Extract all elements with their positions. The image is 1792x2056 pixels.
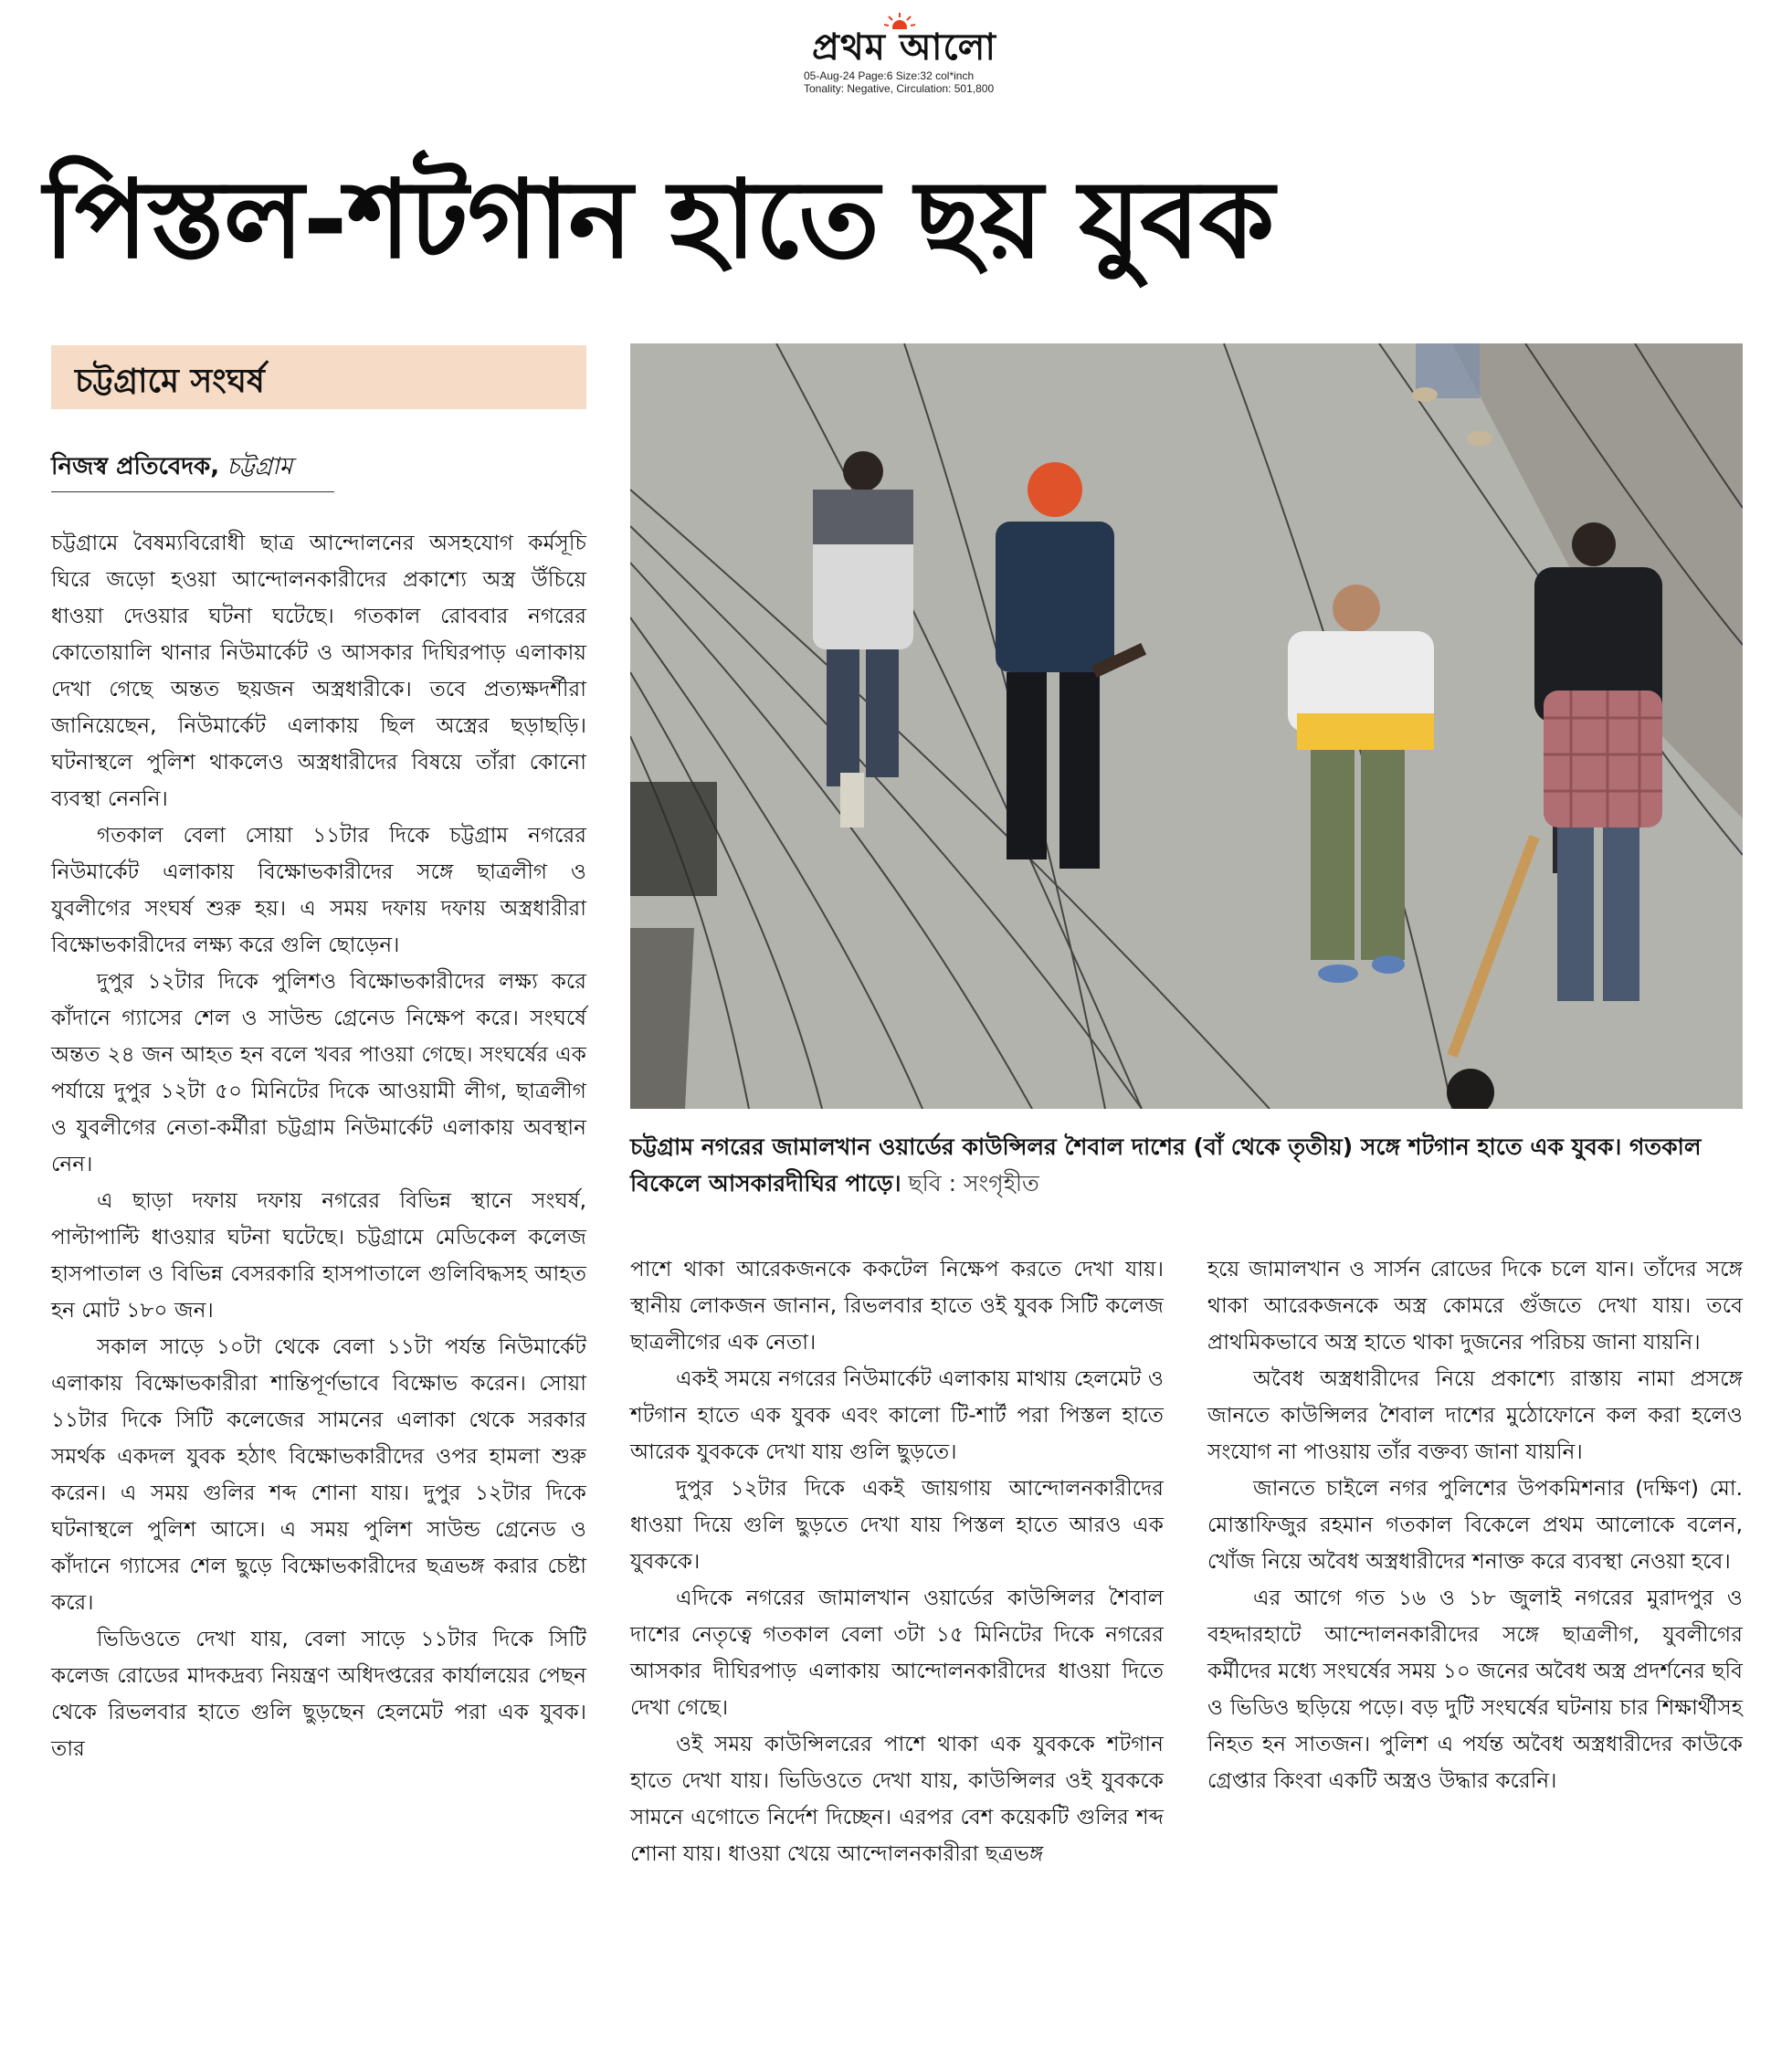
paragraph: এ ছাড়া দফায় দফায় নগরের বিভিন্ন স্থানে সংঘর্ষ, পাল্টাপাল্টি ধাওয়ার ঘটনা ঘটেছে। চট্টগ্রামে মেডিকেল কলেজ হাসপাতাল ও বিভিন্ন বেসরকারি হাসপাতালে গুলিবিদ্ধসহ আহত হন মোট ১৮০ জন।	[51, 1188, 586, 1323]
byline	[51, 451, 334, 492]
street-scene-image	[630, 343, 1743, 1109]
paragraph: সকাল সাড়ে ১০টা থেকে বেলা ১১টা পর্যন্ত নিউমার্কেট এলাকায় বিক্ষোভকারীরা শান্তিপূর্ণভাবে বিক্ষোভ করেন। সোয়া ১১টার দিকে সিটি কলেজের সামনের এলাকা থেকে সরকার সমর্থক একদল যুবক হঠাৎ বিক্ষোভকারীদের ওপর হামলা শুরু করেন। এ সময় গুলির শব্দ শোনা যায়। দুপুর ১২টার দিকে ঘটনাস্থলে পুলিশ আসে। এ সময় পুলিশ সাউন্ড গ্রেনেড ও কাঁদানে গ্যাসের শেল ছুড়ে বিক্ষোভকারীদের ছত্রভঙ্গ করার চেষ্টা করে।	[51, 1334, 586, 1615]
news-photo	[630, 343, 1743, 1109]
paragraph: এদিকে নগরের জামালখান ওয়ার্ডের কাউন্সিলর শৈবাল দাশের নেতৃত্বে গতকাল বেলা ৩টা ১৫ মিনিটের দিকে নগরের আসকার দীঘিরপাড় এলাকায় আন্দোলনকারীদের ধাওয়া দিতে দেখা গেছে।	[630, 1586, 1164, 1720]
paragraph: ওই সময় কাউন্সিলরের পাশে থাকা এক যুবককে শটগান হাতে দেখা যায়। ভিডিওতে দেখা যায়, কাউন্সিলর ওই যুবককে সামনে এগোতে নির্দেশ দিচ্ছেন। এরপর বেশ কয়েকটি গুলির শব্দ শোনা যায়। ধাওয়া খেয়ে আন্দোলনকারীরা ছত্রভঙ্গ	[630, 1732, 1164, 1866]
photo-credit: ছবি : সংগৃহীত	[908, 1170, 1039, 1197]
byline-author: নিজস্ব প্রতিবেদক,	[51, 453, 220, 480]
byline-place: চট্টগ্রাম	[227, 453, 293, 480]
paragraph: জানতে চাইলে নগর পুলিশের উপকমিশনার (দক্ষিণ) মো. মোস্তাফিজুর রহমান গতকাল বিকেলে প্রথম আলোকে বলেন, খোঁজ নিয়ে অবৈধ অস্ত্রধারীদের শনাক্ত করে ব্যবস্থা নেওয়া হবে।	[1207, 1476, 1743, 1574]
clipping-meta	[804, 69, 1041, 95]
paragraph: হয়ে জামালখান ও সার্সন রোডের দিকে চলে যান। তাঁদের সঙ্গে থাকা আরেকজনকে অস্ত্র কোমরে গুঁজতে দেখা যায়। তবে প্রাথমিকভাবে অস্ত্র হাতে থাকা দুজনের পরিচয় জানা যায়নি।	[1207, 1257, 1743, 1355]
paragraph: অবৈধ অস্ত্রধারীদের নিয়ে প্রকাশ্যে রাস্তায় নামা প্রসঙ্গে জানতে কাউন্সিলর শৈবাল দাশের মুঠোফোনে কল করা হলেও সংযোগ না পাওয়ায় তাঁর বক্তব্য জানা যায়নি।	[1207, 1366, 1743, 1464]
caption-text: চট্টগ্রাম নগরের জামালখান ওয়ার্ডের কাউন্সিলর শৈবাল দাশের (বাঁ থেকে তৃতীয়) সঙ্গে শটগান হাতে এক যুবক। গতকাল বিকেলে আসকারদীঘির পাড়ে।	[630, 1133, 1702, 1197]
body-column-2	[630, 1251, 1164, 1872]
paragraph: ভিডিওতে দেখা যায়, বেলা সাড়ে ১১টার দিকে সিটি কলেজ রোডের মাদকদ্রব্য নিয়ন্ত্রণ অধিদপ্তরের কার্যালয়ের পেছন থেকে রিভলবার হাতে গুলি ছুড়ছেন হেলমেট পরা এক যুবক। তার	[51, 1627, 586, 1761]
body-column-3	[1207, 1251, 1743, 1799]
paragraph: গতকাল বেলা সোয়া ১১টার দিকে চট্টগ্রাম নগরের নিউমার্কেট এলাকায় বিক্ষোভকারীদের সঙ্গে ছাত্রলীগ ও যুবলীগের সংঘর্ষ শুরু হয়। এ সময় দফায় দফায় অস্ত্রধারীরা বিক্ষোভকারীদের লক্ষ্য করে গুলি ছোড়েন।	[51, 823, 586, 957]
meta-line-tonality: Tonality: Negative, Circulation: 501,800	[804, 82, 995, 95]
kicker-box	[51, 345, 586, 409]
kicker-text: চট্টগ্রামে সংঘর্ষ	[75, 363, 265, 400]
paragraph: দুপুর ১২টার দিকে পুলিশও বিক্ষোভকারীদের লক্ষ্য করে কাঁদানে গ্যাসের শেল ও সাউন্ড গ্রেনেড নিক্ষেপ করে। সংঘর্ষে অন্তত ২৪ জন আহত হন বলে খবর পাওয়া গেছে। সংঘর্ষের এক পর্যায়ে দুপুর ১২টা ৫০ মিনিটের দিকে আওয়ামী লীগ, ছাত্রলীগ ও যুবলীগের নেতা-কর্মীরা চট্টগ্রাম নিউমার্কেট এলাকায় অবস্থান নেন।	[51, 969, 586, 1176]
newspaper-logo	[776, 13, 1032, 69]
body-column-1	[51, 525, 586, 1767]
meta-line-date-page: 05-Aug-24 Page:6 Size:32 col*inch	[804, 69, 975, 82]
paragraph: পাশে থাকা আরেকজনকে ককটেল নিক্ষেপ করতে দেখা যায়। স্থানীয় লোকজন জানান, রিভলবার হাতে ওই যুবক সিটি কলেজ ছাত্রলীগের এক নেতা।	[630, 1257, 1164, 1355]
logo-text: প্রথম আলো	[811, 26, 997, 69]
paragraph: দুপুর ১২টার দিকে একই জায়গায় আন্দোলনকারীদের ধাওয়া দিয়ে গুলি ছুড়তে দেখা যায় পিস্তল হাতে আরও এক যুবককে।	[630, 1476, 1164, 1574]
paragraph: এর আগে গত ১৬ ও ১৮ জুলাই নগরের মুরাদপুর ও বহদ্দারহাটে আন্দোলনকারীদের সঙ্গে ছাত্রলীগ, যুবলীগের কর্মীদের মধ্যে সংঘর্ষের সময় ১০ জনের অবৈধ অস্ত্র প্রদর্শনের ছবি ও ভিডিও ছড়িয়ে পড়ে। বড় দুটি সংঘর্ষের ঘটনায় চার শিক্ষার্থীসহ নিহত হন সাতজন। পুলিশ এ পর্যন্ত অবৈধ অস্ত্রধারীদের কাউকে গ্রেপ্তার কিংবা একটি অস্ত্রও উদ্ধার করেনি।	[1207, 1586, 1743, 1793]
headline: পিস্তল-শটগান হাতে ছয় যুবক	[44, 156, 1274, 282]
paragraph: একই সময়ে নগরের নিউমার্কেট এলাকায় মাথায় হেলমেট ও শটগান হাতে এক যুবক এবং কালো টি-শার্ট পরা পিস্তল হাতে আরেক যুবককে দেখা যায় গুলি ছুড়তে।	[630, 1366, 1164, 1464]
photo-caption	[630, 1129, 1743, 1202]
paragraph: চট্টগ্রামে বৈষম্যবিরোধী ছাত্র আন্দোলনের অসহযোগ কর্মসূচি ঘিরে জড়ো হওয়া আন্দোলনকারীদের প্রকাশ্যে অস্ত্র উঁচিয়ে ধাওয়া দেওয়ার ঘটনা ঘটেছে। গতকাল রোববার নগরের কোতোয়ালি থানার নিউমার্কেট ও আসকার দিঘিরপাড় এলাকায় দেখা গেছে অন্তত ছয়জন অস্ত্রধারীকে। তবে প্রত্যক্ষদর্শীরা জানিয়েছেন, নিউমার্কেট এলাকায় ছিল অস্ত্রের ছড়াছড়ি। ঘটনাস্থলে পুলিশ থাকলেও অস্ত্রধারীদের বিষয়ে তাঁরা কোনো ব্যবস্থা নেননি।	[51, 531, 586, 811]
